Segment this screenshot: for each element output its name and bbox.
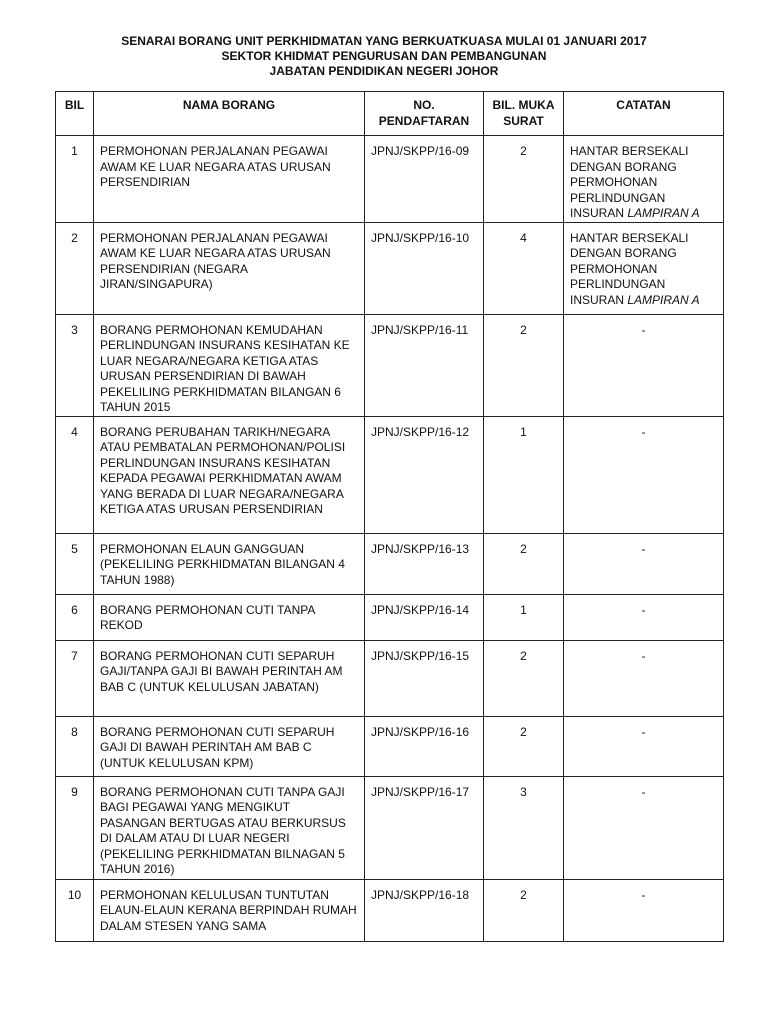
cell-bil: 9 [56, 776, 94, 879]
cell-bil-muka-surat: 2 [484, 879, 564, 941]
cell-nama-borang: PERMOHONAN PERJALANAN PEGAWAI AWAM KE LUAR NEGARA ATAS URUSAN PERSENDIRIAN [94, 136, 365, 223]
cell-catatan: - [564, 416, 724, 533]
table-row [56, 716, 724, 776]
table-row [56, 594, 724, 640]
table-row [56, 640, 724, 716]
cell-bil-muka-surat: 2 [484, 533, 564, 594]
catatan-line [570, 293, 717, 309]
column-header-text: NO. [413, 98, 435, 112]
header-sector: SEKTOR KHIDMAT PENGURUSAN DAN PEMBANGUNAN [221, 49, 547, 63]
cell-nama-borang: BORANG PERMOHONAN CUTI TANPA REKOD [94, 594, 365, 640]
cell-nama-borang: BORANG PERUBAHAN TARIKH/NEGARA ATAU PEMBATALAN PERMOHONAN/POLISI PERLINDUNGAN INSURANS KESIHATAN KEPADA PEGAWAI PERKHIDMATAN AWAM YANG BERADA DI LUAR NEGARA/NEGARA KETIGA ATAS URUSAN PERSENDIRIAN [94, 416, 365, 533]
cell-no-pendaftaran: JPNJ/SKPP/16-13 [365, 533, 484, 594]
cell-no-pendaftaran: JPNJ/SKPP/16-16 [365, 716, 484, 776]
table-header-row [56, 92, 724, 136]
header-department: JABATAN PENDIDIKAN NEGERI JOHOR [269, 64, 499, 78]
cell-no-pendaftaran: JPNJ/SKPP/16-12 [365, 416, 484, 533]
cell-bil: 1 [56, 136, 94, 223]
cell-bil: 4 [56, 416, 94, 533]
table-row [56, 879, 724, 941]
cell-nama-borang: PERMOHONAN PERJALANAN PEGAWAI AWAM KE LUAR NEGARA ATAS URUSAN PERSENDIRIAN (NEGARA JIRAN/SINGAPURA) [94, 222, 365, 314]
cell-no-pendaftaran: JPNJ/SKPP/16-09 [365, 136, 484, 223]
cell-no-pendaftaran: JPNJ/SKPP/16-17 [365, 776, 484, 879]
table-row [56, 314, 724, 416]
catatan-line: PERMOHONAN [570, 261, 658, 276]
catatan-line: DENGAN BORANG [570, 159, 677, 174]
column-header-text: SURAT [503, 113, 544, 128]
cell-catatan [564, 222, 724, 314]
column-header-bil-muka-surat [484, 92, 564, 136]
cell-nama-borang: PERMOHONAN ELAUN GANGGUAN (PEKELILING PERKHIDMATAN BILANGAN 4 TAHUN 1988) [94, 533, 365, 594]
cell-bil: 8 [56, 716, 94, 776]
cell-bil-muka-surat: 4 [484, 222, 564, 314]
catatan-line: PERLINDUNGAN [570, 277, 666, 291]
table-row [56, 533, 724, 594]
table-row [56, 416, 724, 533]
cell-no-pendaftaran: JPNJ/SKPP/16-10 [365, 222, 484, 314]
catatan-text: INSURAN [570, 292, 625, 307]
cell-bil-muka-surat: 3 [484, 776, 564, 879]
header-title: SENARAI BORANG UNIT PERKHIDMATAN YANG BERKUATKUASA MULAI 01 JANUARI 2017 [121, 34, 647, 48]
cell-no-pendaftaran: JPNJ/SKPP/16-14 [365, 594, 484, 640]
catatan-line: DENGAN BORANG [570, 246, 677, 260]
catatan-line: HANTAR BERSEKALI [570, 144, 689, 158]
lampiran-reference: LAMPIRAN A [627, 206, 700, 220]
cell-nama-borang: BORANG PERMOHONAN CUTI TANPA GAJI BAGI PEGAWAI YANG MENGIKUT PASANGAN BERTUGAS ATAU BERKURSUS DI DALAM ATAU DI LUAR NEGERI (PEKELILING PERKHIDMATAN BILNAGAN 5 TAHUN 2016) [94, 776, 365, 879]
column-header-text: BIL. MUKA [492, 98, 555, 112]
cell-catatan: - [564, 594, 724, 640]
catatan-line: HANTAR BERSEKALI [570, 230, 689, 245]
cell-no-pendaftaran: JPNJ/SKPP/16-11 [365, 314, 484, 416]
table-row [56, 136, 724, 223]
lampiran-reference: LAMPIRAN A [627, 292, 700, 307]
catatan-text: INSURAN [570, 206, 625, 220]
column-header-catatan: CATATAN [564, 92, 724, 136]
cell-bil: 10 [56, 879, 94, 941]
cell-bil-muka-surat: 2 [484, 136, 564, 223]
cell-catatan: - [564, 314, 724, 416]
catatan-line: PERLINDUNGAN [570, 190, 666, 205]
cell-catatan: - [564, 776, 724, 879]
cell-catatan: - [564, 716, 724, 776]
cell-bil: 3 [56, 314, 94, 416]
catatan-line [570, 206, 717, 222]
cell-no-pendaftaran: JPNJ/SKPP/16-15 [365, 640, 484, 716]
cell-bil-muka-surat: 2 [484, 716, 564, 776]
cell-catatan: - [564, 533, 724, 594]
forms-table [55, 91, 724, 942]
catatan-line: PERMOHONAN [570, 175, 658, 189]
column-header-bil: BIL [56, 92, 94, 136]
cell-nama-borang: BORANG PERMOHONAN KEMUDAHAN PERLINDUNGAN INSURANS KESIHATAN KE LUAR NEGARA/NEGARA KETIGA ATAS URUSAN PERSENDIRIAN DI BAWAH PEKELILING PERKHIDMATAN BILANGAN 6 TAHUN 2015 [94, 314, 365, 416]
cell-nama-borang: PERMOHONAN KELULUSAN TUNTUTAN ELAUN-ELAUN KERANA BERPINDAH RUMAH DALAM STESEN YANG SAMA [94, 879, 365, 941]
cell-nama-borang: BORANG PERMOHONAN CUTI SEPARUH GAJI/TANPA GAJI BI BAWAH PERINTAH AM BAB C (UNTUK KELULUSAN JABATAN) [94, 640, 365, 716]
cell-bil-muka-surat: 2 [484, 314, 564, 416]
cell-catatan [564, 136, 724, 223]
column-header-nama-borang: NAMA BORANG [94, 92, 365, 136]
table-row [56, 776, 724, 879]
table-row [56, 222, 724, 314]
cell-bil: 6 [56, 594, 94, 640]
cell-no-pendaftaran: JPNJ/SKPP/16-18 [365, 879, 484, 941]
cell-catatan: - [564, 879, 724, 941]
cell-bil: 7 [56, 640, 94, 716]
cell-nama-borang: BORANG PERMOHONAN CUTI SEPARUH GAJI DI BAWAH PERINTAH AM BAB C (UNTUK KELULUSAN KPM) [94, 716, 365, 776]
column-header-text: PENDAFTARAN [378, 113, 470, 128]
document-header [0, 34, 768, 79]
cell-bil-muka-surat: 1 [484, 416, 564, 533]
cell-bil-muka-surat: 1 [484, 594, 564, 640]
cell-bil: 5 [56, 533, 94, 594]
cell-bil-muka-surat: 2 [484, 640, 564, 716]
cell-bil: 2 [56, 222, 94, 314]
cell-catatan: - [564, 640, 724, 716]
column-header-no-pendaftaran [365, 92, 484, 136]
